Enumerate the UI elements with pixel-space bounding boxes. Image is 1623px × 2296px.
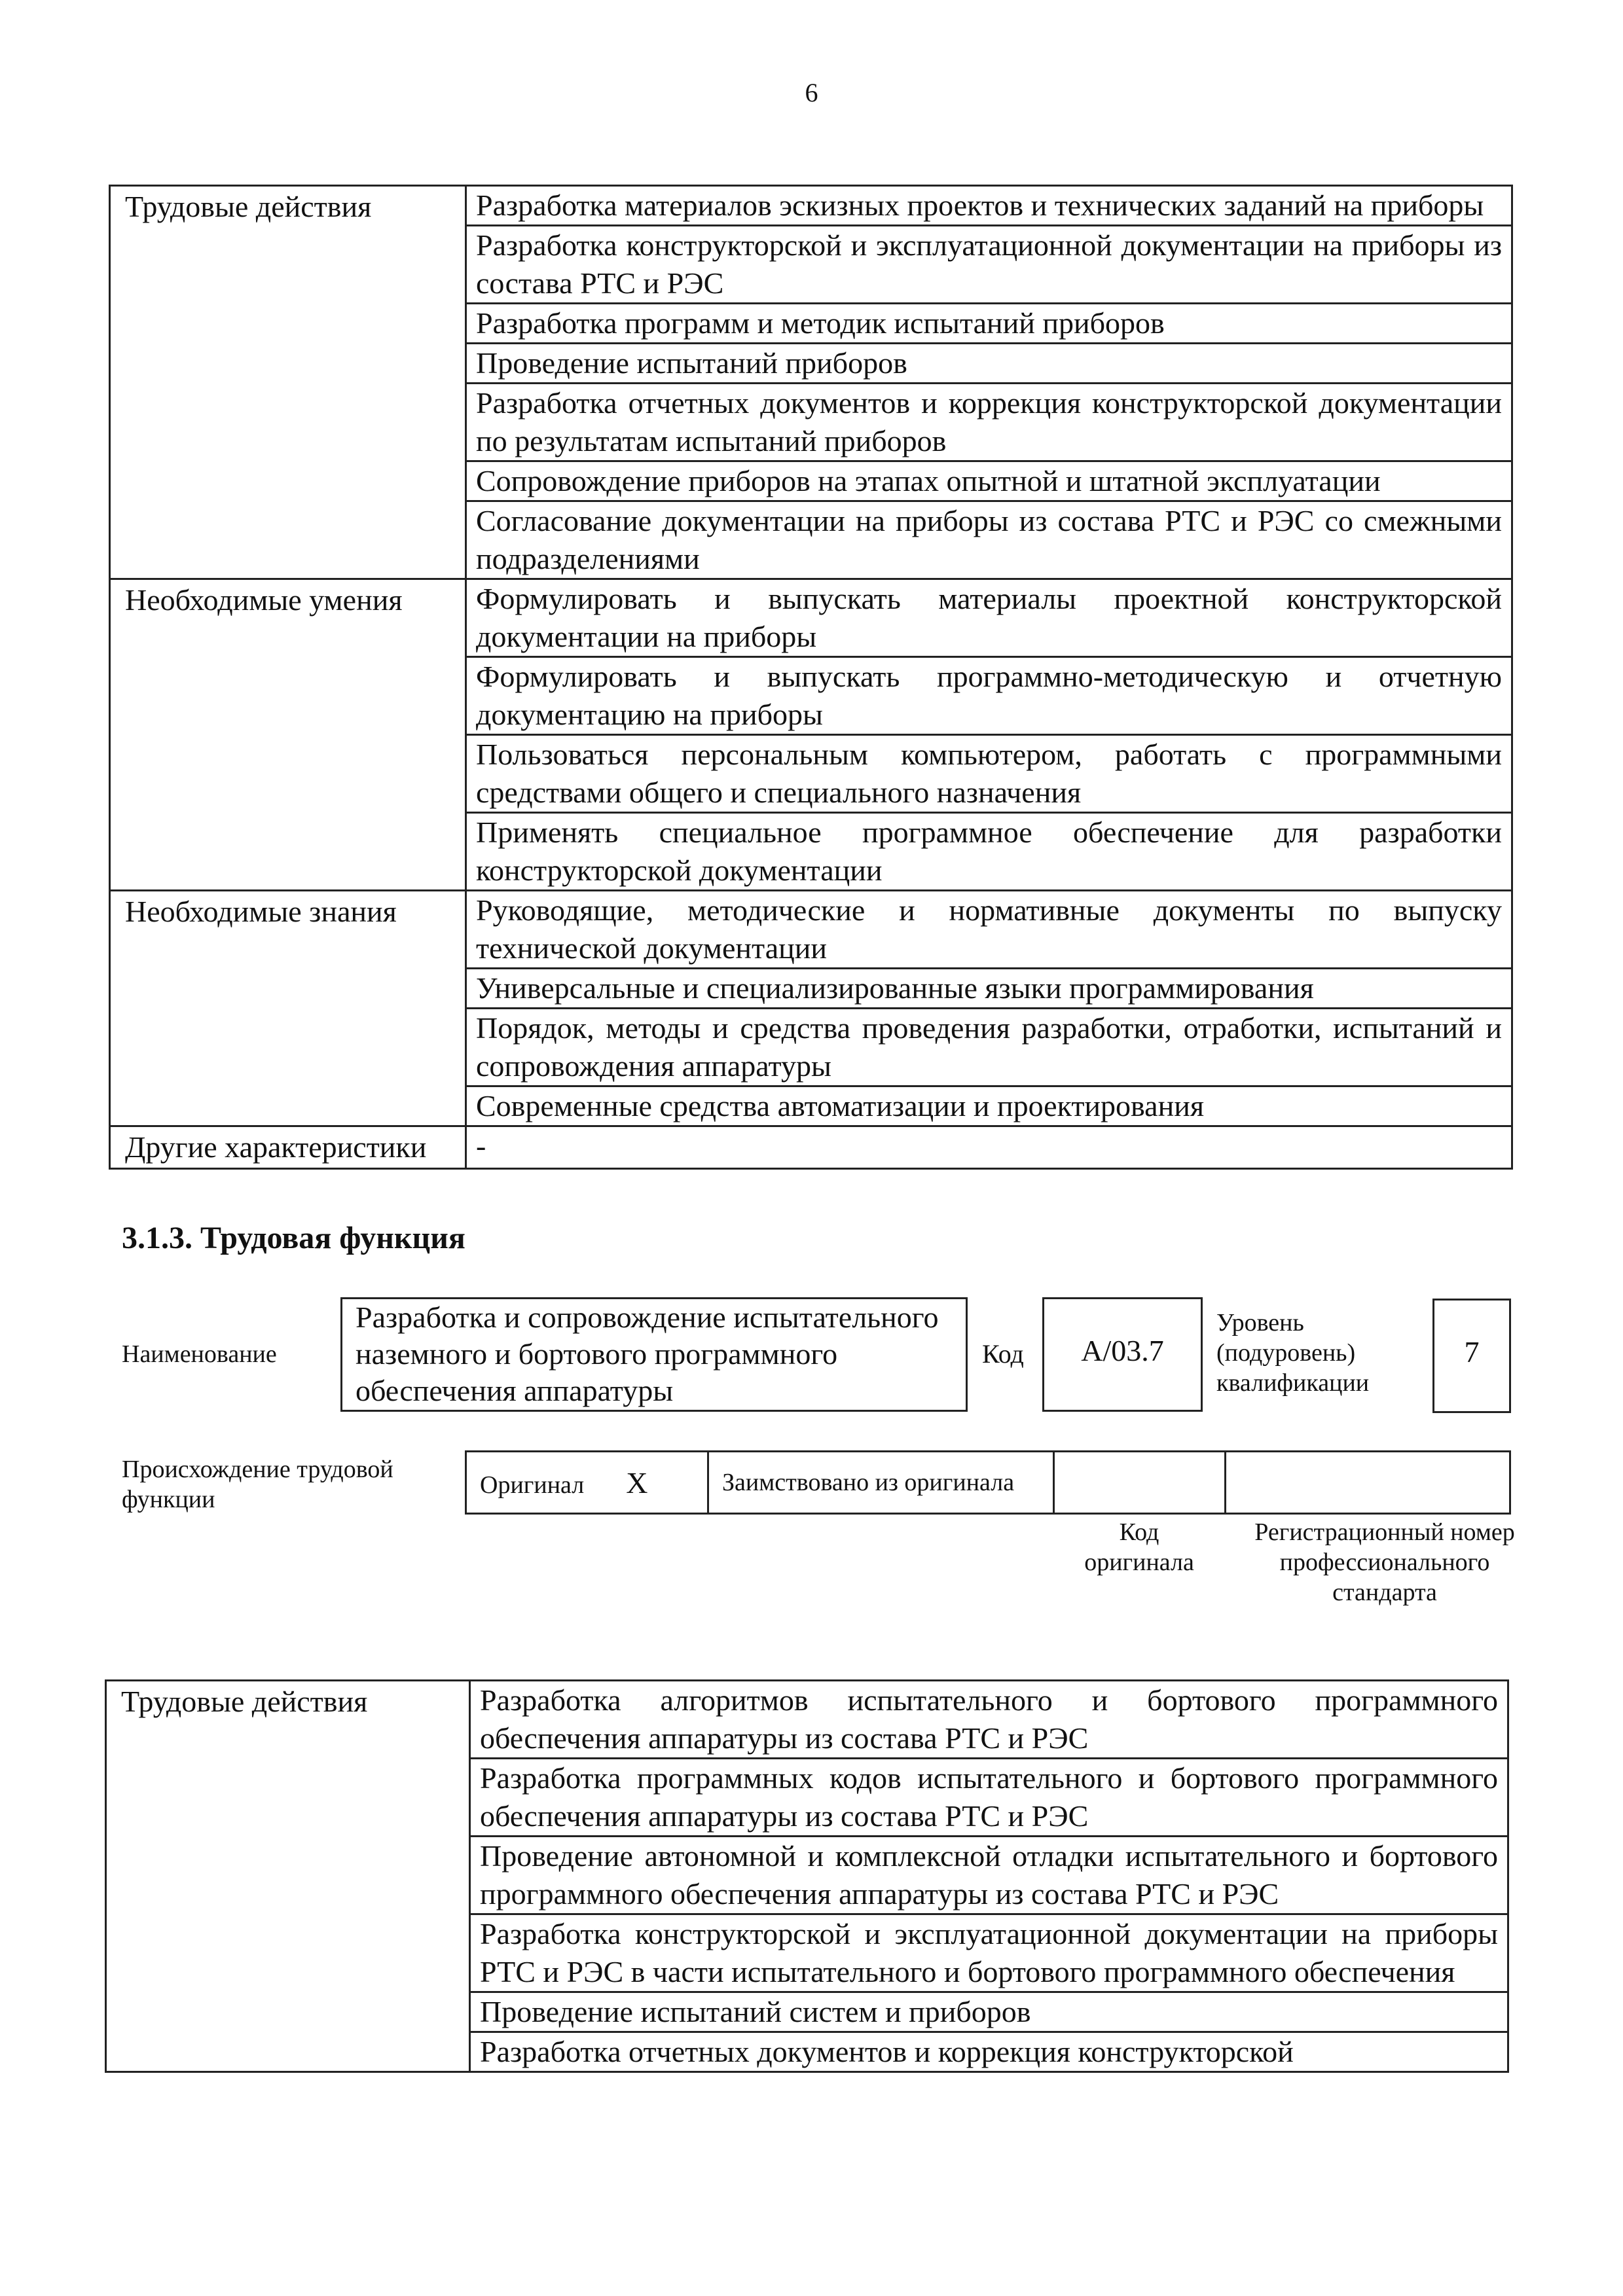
- table-cell: Разработка конструкторской и эксплуатационной документации на приборы РТС и РЭС в части испытательного и бортового программного обеспечения: [470, 1914, 1508, 1992]
- name-label: Наименование: [122, 1340, 277, 1368]
- table-body-1: [110, 186, 1512, 1169]
- table-row: [110, 579, 1512, 657]
- group-heading: Необходимые знания: [110, 891, 466, 1126]
- labor-functions-table-1: [109, 185, 1513, 1170]
- origin-mark: X: [626, 1465, 648, 1499]
- caption-registration-number: Регистрационный номер профессионального стандарта: [1254, 1518, 1515, 1606]
- labor-functions-table-2: [105, 1679, 1509, 2073]
- group-heading: Необходимые умения: [110, 579, 466, 891]
- table-row: [110, 891, 1512, 969]
- origin-borrowed-cell: Заимствовано из оригинала: [708, 1452, 1054, 1514]
- group-heading: Трудовые действия: [106, 1681, 470, 2072]
- origin-label: Происхождение трудовой функции: [122, 1456, 393, 1513]
- qualification-level-box: 7: [1432, 1299, 1511, 1413]
- section-title: 3.1.3. Трудовая функция: [122, 1221, 465, 1255]
- caption-original-code: Код оригинала: [1084, 1518, 1194, 1576]
- table-cell: Руководящие, методические и нормативные документы по выпуску технической документации: [466, 891, 1512, 969]
- table-cell: Универсальные и специализированные языки программирования: [466, 969, 1512, 1009]
- qualification-level-label: Уровень (подуровень) квалификации: [1216, 1309, 1370, 1397]
- table-cell: Порядок, методы и средства проведения разработки, отработки, испытаний и сопровождения аппаратуры: [466, 1009, 1512, 1086]
- table-row: [106, 1681, 1508, 1759]
- table-body-2: [106, 1681, 1508, 2072]
- group-heading: Другие характеристики: [110, 1126, 466, 1169]
- table-cell: Применять специальное программное обеспечение для разработки конструкторской документации: [466, 813, 1512, 891]
- page-number: 6: [805, 78, 818, 107]
- function-name-box: Разработка и сопровождение испытательного наземного и бортового программного обеспечения аппаратуры: [340, 1297, 968, 1412]
- table-cell: Современные средства автоматизации и проектирования: [466, 1086, 1512, 1126]
- origin-code-cell: [1054, 1452, 1226, 1514]
- table-cell: Разработка программ и методик испытаний приборов: [466, 304, 1512, 344]
- table-cell: Разработка конструкторской и эксплуатационной документации на приборы из состава РТС и РЭС: [466, 226, 1512, 304]
- origin-original-cell: [466, 1452, 708, 1514]
- table-cell: Разработка отчетных документов и коррекция конструкторской документации по результатам испытаний приборов: [466, 384, 1512, 461]
- table-cell: Сопровождение приборов на этапах опытной и штатной эксплуатации: [466, 461, 1512, 501]
- table-row: [110, 186, 1512, 226]
- table-cell: Разработка отчетных документов и коррекция конструкторской: [470, 2032, 1508, 2072]
- table-cell: Разработка алгоритмов испытательного и бортового программного обеспечения аппаратуры из состава РТС и РЭС: [470, 1681, 1508, 1759]
- origin-original-label: Оригинал: [480, 1471, 585, 1499]
- table-cell: Разработка программных кодов испытательного и бортового программного обеспечения аппаратуры из состава РТС и РЭС: [470, 1759, 1508, 1837]
- table-cell: Формулировать и выпускать программно-методическую и отчетную документацию на приборы: [466, 657, 1512, 735]
- table-cell: Проведение испытаний систем и приборов: [470, 1992, 1508, 2032]
- code-label: Код: [982, 1339, 1024, 1369]
- function-code-box: А/03.7: [1042, 1297, 1203, 1412]
- table-cell: Согласование документации на приборы из состава РТС и РЭС со смежными подразделениями: [466, 501, 1512, 579]
- table-cell: Разработка материалов эскизных проектов и технических заданий на приборы: [466, 186, 1512, 226]
- table-row: [110, 1126, 1512, 1169]
- table-cell: -: [466, 1126, 1512, 1169]
- origin-reg-number-cell: [1226, 1452, 1510, 1514]
- table-cell: Формулировать и выпускать материалы проектной конструкторской документации на приборы: [466, 579, 1512, 657]
- origin-table: [465, 1450, 1511, 1515]
- table-cell: Проведение автономной и комплексной отладки испытательного и бортового программного обеспечения аппаратуры из состава РТС и РЭС: [470, 1837, 1508, 1914]
- table-cell: Проведение испытаний приборов: [466, 344, 1512, 384]
- group-heading: Трудовые действия: [110, 186, 466, 579]
- table-cell: Пользоваться персональным компьютером, работать с программными средствами общего и специального назначения: [466, 735, 1512, 813]
